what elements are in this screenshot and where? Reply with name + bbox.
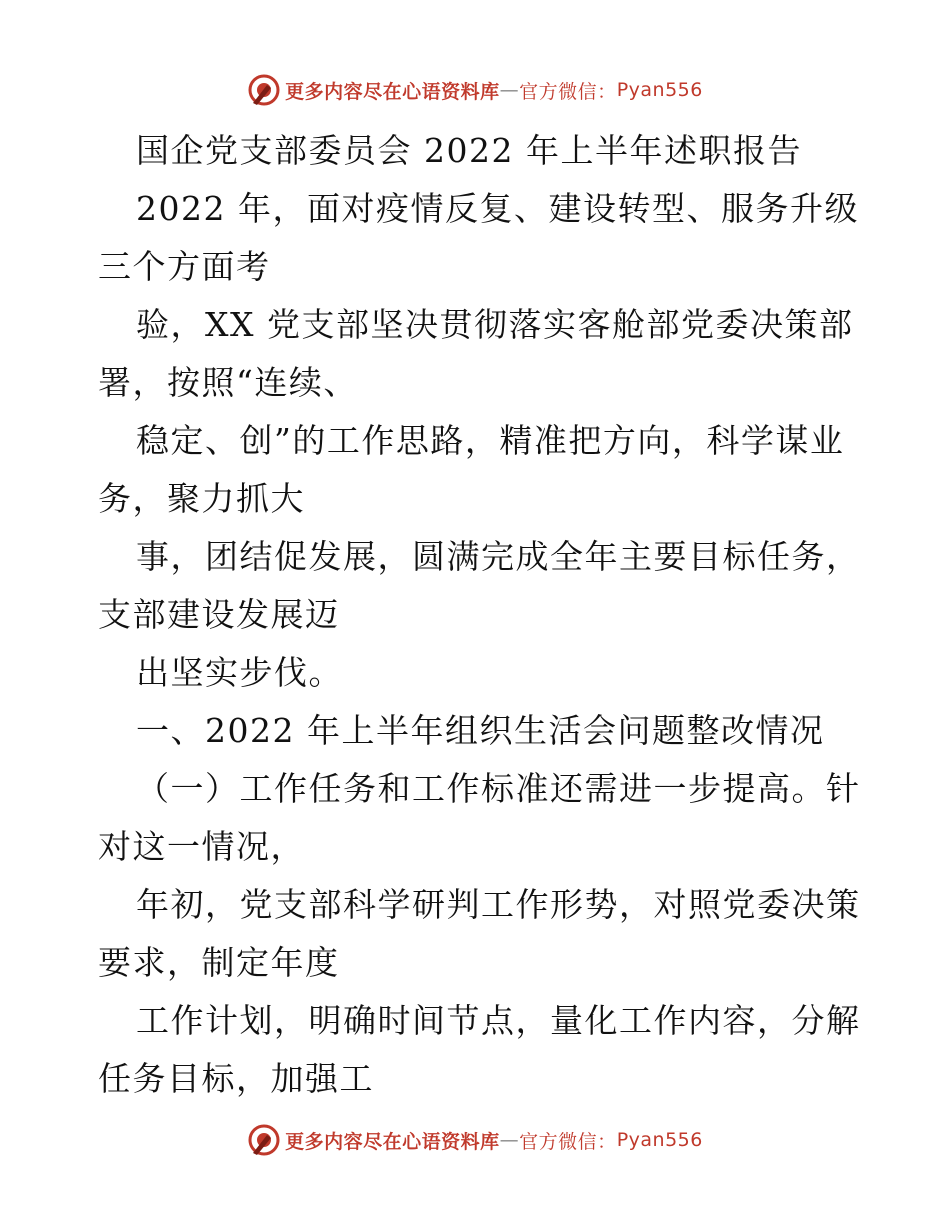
header-banner — [0, 70, 950, 110]
pen-logo-icon — [247, 1123, 281, 1157]
section-heading: 一、2022 年上半年组织生活会问题整改情况 — [136, 711, 825, 750]
document-title: 国企党支部委员会 2022 年上半年述职报告 — [136, 131, 802, 170]
banner-contact: Pyan556 — [616, 1129, 703, 1151]
pen-logo-icon — [247, 73, 281, 107]
banner-separator: — — [499, 1129, 520, 1151]
subsection-heading: （一）工作任务和工作标准还需进一步提高。针 — [136, 769, 861, 808]
paragraph-line: 工作计划，明确时间节点，量化工作内容，分解 — [136, 1001, 861, 1040]
paragraph-line: 三个方面考 — [98, 247, 271, 286]
banner-sub-text: 官方微信： — [519, 1130, 617, 1153]
banner-contact: Pyan556 — [616, 79, 703, 101]
paragraph-line: 事，团结促发展，圆满完成全年主要目标任务， — [136, 537, 861, 576]
paragraph-line: 出坚实步伐。 — [136, 653, 343, 692]
paragraph-line: 署，按照“连续、 — [98, 363, 358, 402]
paragraph-line: 对这一情况， — [98, 827, 305, 866]
banner-main-text: 更多内容尽在心语资料库 — [285, 80, 500, 103]
paragraph-line: 验，XX 党支部坚决贯彻落实客舱部党委决策部 — [136, 305, 854, 344]
paragraph-line: 2022 年，面对疫情反复、建设转型、服务升级 — [136, 189, 859, 228]
paragraph-line: 任务目标，加强工 — [98, 1059, 374, 1098]
paragraph-line: 务，聚力抓大 — [98, 479, 305, 518]
banner-sub-text: 官方微信： — [519, 80, 617, 103]
banner-separator: — — [499, 79, 520, 101]
footer-banner — [0, 1120, 950, 1160]
paragraph-line: 要求，制定年度 — [98, 943, 340, 982]
paragraph-line: 年初，党支部科学研判工作形势，对照党委决策 — [136, 885, 861, 924]
document-body — [98, 122, 861, 1108]
paragraph-line: 稳定、创”的工作思路，精准把方向，科学谋业 — [136, 421, 845, 460]
banner-main-text: 更多内容尽在心语资料库 — [285, 1130, 500, 1153]
paragraph-line: 支部建设发展迈 — [98, 595, 340, 634]
